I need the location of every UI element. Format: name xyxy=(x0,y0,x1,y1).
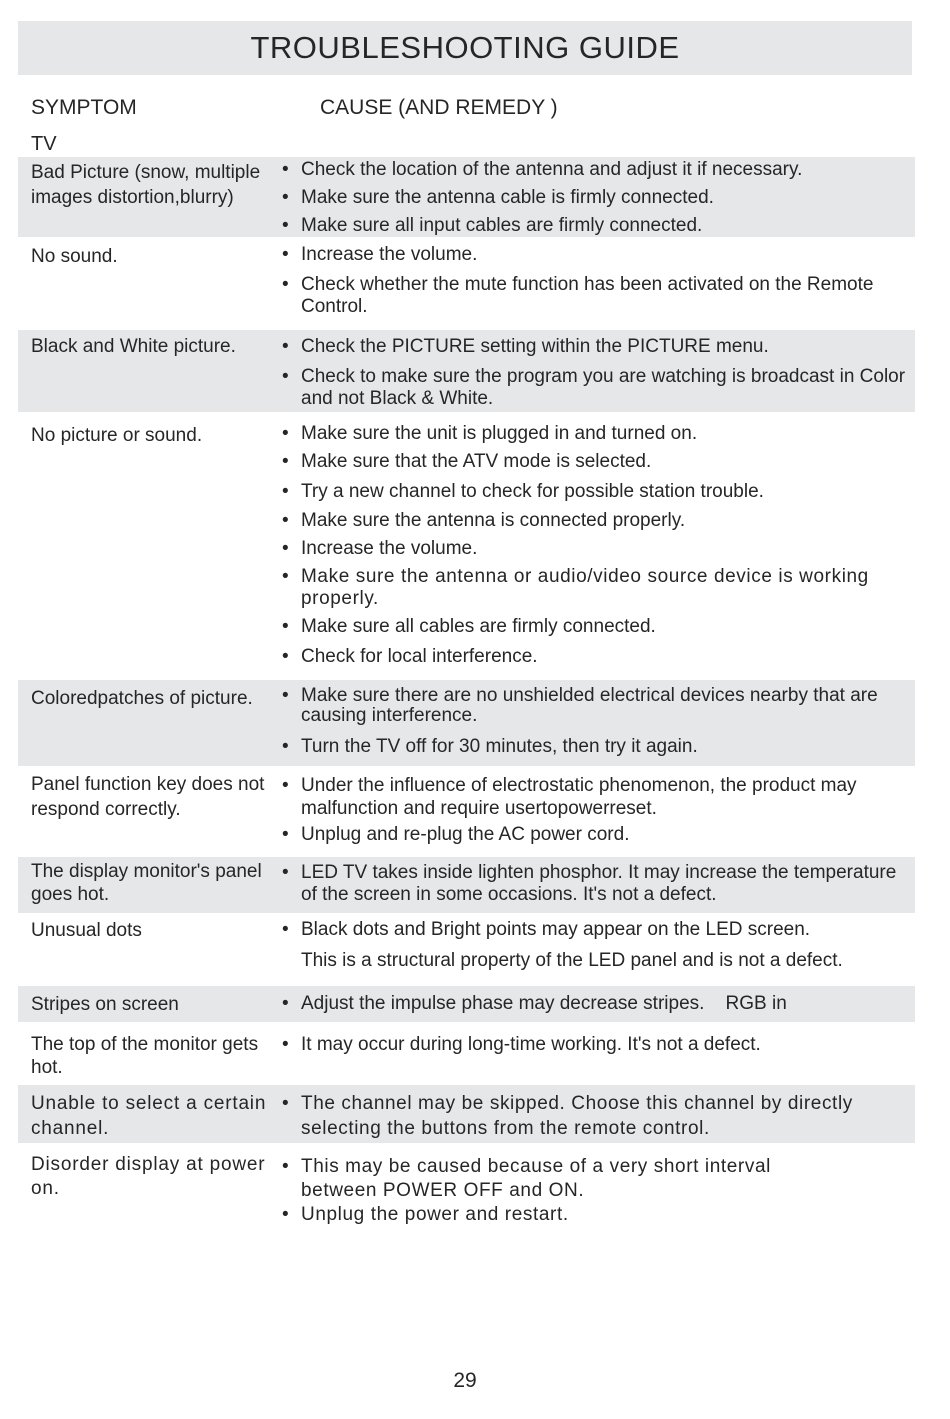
cause-item: • Increase the volume. xyxy=(282,244,478,265)
bullet: • xyxy=(282,336,289,357)
cause-list xyxy=(282,993,914,1015)
bullet: • xyxy=(282,824,289,845)
symptom-text: Disorder display at power on. xyxy=(31,1154,266,1199)
symptom-text: Unable to select a certain channel. xyxy=(31,1093,267,1139)
cause-item: • Turn the TV off for 30 minutes, then try it again. xyxy=(282,736,698,757)
symptom-text: The top of the monitor gets hot. xyxy=(31,1034,259,1078)
cause-item: • Make sure the antenna is connected properly. xyxy=(282,510,686,531)
symptom-text: No sound. xyxy=(31,246,118,267)
bullet: • xyxy=(282,187,289,208)
table-row xyxy=(18,418,915,676)
bullet: • xyxy=(282,862,289,883)
bullet: • xyxy=(282,274,289,295)
cause-item: • Unplug the power and restart. xyxy=(282,1204,569,1225)
bullet: • xyxy=(282,993,289,1014)
category-label: TV xyxy=(31,133,57,155)
cause-list xyxy=(282,862,914,906)
bullet: • xyxy=(282,566,290,587)
cause-item: • Make sure the antenna or audio/video source device is working properly. xyxy=(282,566,869,609)
cause-list xyxy=(282,1034,914,1056)
bullet: • xyxy=(282,423,289,444)
table-row xyxy=(18,986,915,1022)
bullet: • xyxy=(282,510,289,531)
symptom-column-header: SYMPTOM xyxy=(31,96,137,119)
bullet: • xyxy=(282,685,289,706)
bullet: • xyxy=(282,736,289,757)
table-row xyxy=(18,915,915,983)
cause-note: This is a structural property of the LED panel and is not a defect. xyxy=(301,950,843,971)
bullet: • xyxy=(282,538,289,559)
cause-item: • Adjust the impulse phase may decrease stripes. RGB in xyxy=(282,993,787,1014)
cause-item: • This may be caused because of a very short interval between POWER OFF and ON. xyxy=(282,1156,771,1201)
symptom-text: Unusual dots xyxy=(31,920,142,941)
cause-item: • Make sure all cables are firmly connected. xyxy=(282,616,656,637)
bullet: • xyxy=(282,1034,289,1055)
bullet: • xyxy=(282,646,289,667)
cause-item: • The channel may be skipped. Choose this channel by directly selecting the buttons from the remote control. xyxy=(282,1093,853,1139)
cause-list xyxy=(282,423,914,668)
bullet: • xyxy=(282,775,289,796)
table-row xyxy=(18,240,915,328)
cause-item: • Check the PICTURE setting within the PICTURE menu. xyxy=(282,336,769,357)
cause-item: • Make sure there are no unshielded electrical devices nearby that are causing interference. xyxy=(282,685,878,726)
table-row xyxy=(18,857,915,913)
cause-item: • Try a new channel to check for possible station trouble. xyxy=(282,481,764,502)
cause-item: • Unplug and re-plug the AC power cord. xyxy=(282,824,630,845)
symptom-text: Panel function key does not respond correctly. xyxy=(31,774,265,820)
cause-item: • Under the influence of electrostatic phenomenon, the product may malfunction and require usertopowerreset. xyxy=(282,775,857,819)
symptom-text: Stripes on screen xyxy=(31,994,179,1015)
bullet: • xyxy=(282,616,289,637)
cause-item: • Black dots and Bright points may appear on the LED screen. xyxy=(282,919,811,940)
cause-item: • It may occur during long-time working. It's not a defect. xyxy=(282,1034,761,1055)
cause-item: • Make sure the antenna cable is firmly connected. xyxy=(282,187,714,208)
cause-list xyxy=(282,919,914,972)
bullet: • xyxy=(282,215,289,236)
table-row xyxy=(18,768,915,854)
cause-item: • Make sure all input cables are firmly connected. xyxy=(282,215,703,236)
table-row xyxy=(18,1148,915,1238)
bullet: • xyxy=(282,1204,290,1225)
symptom-text: The display monitor's panel goes hot. xyxy=(31,861,262,905)
page-title: TROUBLESHOOTING GUIDE xyxy=(250,30,680,65)
symptom-text: Black and White picture. xyxy=(31,336,236,357)
table-row xyxy=(18,680,915,766)
cause-list xyxy=(282,1091,914,1141)
symptom-text: Coloredpatches of picture. xyxy=(31,688,253,709)
bullet: • xyxy=(282,481,289,502)
table-row xyxy=(18,1026,915,1082)
table-row xyxy=(18,330,915,412)
symptom-text: Bad Picture (snow, multiple images distortion,blurry) xyxy=(31,162,261,208)
bullet: • xyxy=(282,919,289,940)
cause-item: • Check for local interference. xyxy=(282,646,538,667)
cause-item: • Make sure the unit is plugged in and turned on. xyxy=(282,423,698,444)
bullet: • xyxy=(282,159,289,180)
table-row xyxy=(18,1085,915,1143)
table-row xyxy=(18,157,915,237)
cause-list xyxy=(282,686,914,758)
cause-item: • Check to make sure the program you are watching is broadcast in Color and not Black & White. xyxy=(282,366,906,409)
cause-item: • Increase the volume. xyxy=(282,538,478,559)
bullet: • xyxy=(282,451,289,472)
cause-item: • Check the location of the antenna and adjust it if necessary. xyxy=(282,159,803,180)
bullet: • xyxy=(282,1156,290,1177)
title-bar xyxy=(18,21,912,75)
cause-item: • Check whether the mute function has been activated on the Remote Control. xyxy=(282,274,874,317)
page-number: 29 xyxy=(453,1369,477,1392)
cause-list xyxy=(282,1155,914,1227)
bullet: • xyxy=(282,366,289,387)
bullet: • xyxy=(282,244,289,265)
bullet: • xyxy=(282,1093,290,1114)
cause-list xyxy=(282,159,914,237)
cause-column-header: CAUSE (AND REMEDY ) xyxy=(320,96,558,119)
cause-list xyxy=(282,774,914,846)
cause-item: • LED TV takes inside lighten phosphor. It may increase the temperature of the screen in some occasions. It's not a defect. xyxy=(282,862,897,905)
cause-list xyxy=(282,244,914,318)
cause-list xyxy=(282,336,914,410)
symptom-text: No picture or sound. xyxy=(31,425,203,446)
cause-item: • Make sure that the ATV mode is selected. xyxy=(282,451,652,472)
